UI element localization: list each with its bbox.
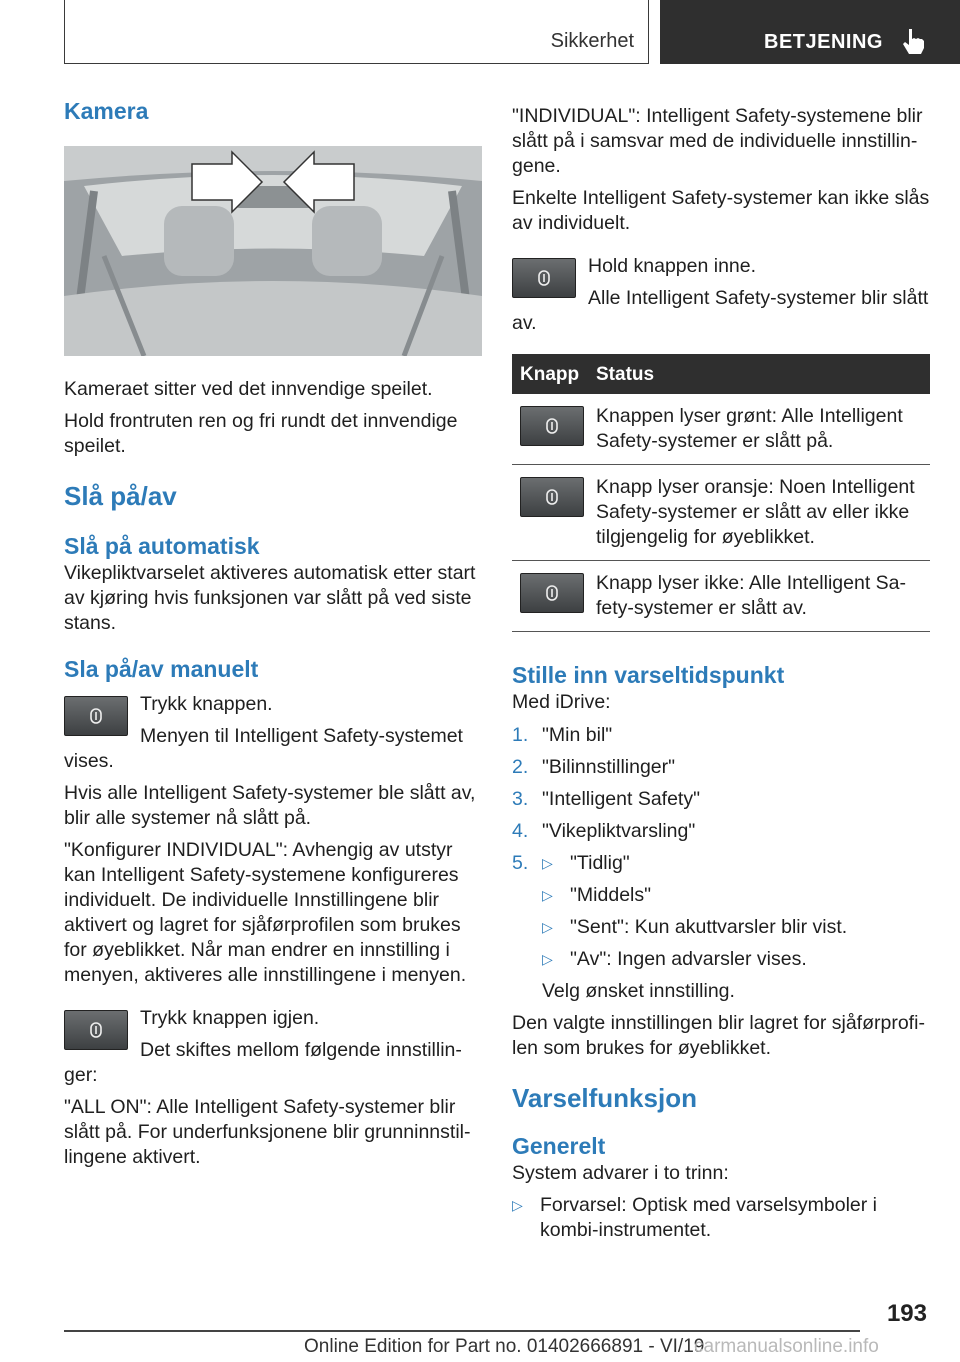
- table-col-button: Knapp: [512, 354, 588, 394]
- hold-result-text: Alle Intelligent Safety-systemer blir slått av.: [512, 287, 929, 334]
- camera-text-2: Hold frontruten ren og fri rundt det innvendige speilet.: [64, 410, 458, 457]
- manual-button-row: [64, 692, 482, 774]
- hold-button-row: [512, 254, 930, 336]
- triangle-bullet-icon: ▷: [542, 887, 553, 903]
- table-status-cell: Knappen lyser grønt: Alle Intelligent Safety-systemer er slått på.: [588, 394, 930, 465]
- choose-text: Velg ønsket innstilling.: [542, 980, 735, 1002]
- steps-list: [512, 723, 930, 1004]
- camera-heading: Kamera: [64, 98, 149, 124]
- list-item: 1. "Min bil": [512, 724, 613, 746]
- option-item: ▷ "Sent": Kun akuttvarsler blir vist.: [542, 916, 848, 938]
- triangle-bullet-icon: ▷: [542, 951, 553, 967]
- options-list: [542, 851, 930, 972]
- hold-press-text: Hold knappen inne.: [588, 255, 757, 277]
- list-item: ▷ Forvarsel: Optisk med varselsymboler i kombi-instrumentet.: [512, 1194, 878, 1241]
- auto-heading: Slå på automatisk: [64, 533, 260, 559]
- right-column: [512, 104, 930, 1250]
- option-item: ▷ "Middels": [542, 884, 652, 906]
- safety-button-icon: [520, 406, 584, 446]
- some-cannot-text: Enkelte Intelligent Safety-systemer kan ikke slås av individuelt.: [512, 187, 930, 234]
- table-header-row: [512, 354, 930, 394]
- page-number: 193: [886, 1300, 927, 1327]
- table-col-status: Status: [588, 354, 930, 394]
- general-text: System advarer i to trinn:: [512, 1162, 729, 1184]
- header-section-title: Sikkerhet: [550, 30, 634, 52]
- list-item: 3. "Intelligent Safety": [512, 788, 701, 810]
- button-status-table: [512, 354, 930, 632]
- header-chapter-box: [660, 0, 960, 64]
- individual-text: "INDIVIDUAL": Intelligent Safety-systemene blir slått på i samsvar med de individuelle innstillingene.: [512, 105, 923, 177]
- table-status-cell: Knapp lyser oransje: Noen Intelligent Safety-systemer er slått av eller ikke tilgjengelig for øyeblikket.: [588, 465, 930, 561]
- again-press-text: Trykk knappen igjen.: [140, 1007, 320, 1029]
- on-off-heading: Slå på/av: [64, 481, 177, 511]
- header-chapter-title: BETJENING: [764, 31, 883, 53]
- table-row: [512, 394, 930, 465]
- header-section-box: [64, 0, 649, 64]
- list-item: 2. "Bilinnstillinger": [512, 756, 676, 778]
- safety-button-icon: [520, 477, 584, 517]
- warn-heading: Varselfunksjon: [512, 1083, 697, 1113]
- list-item: 4. "Vikepliktvarsling": [512, 820, 696, 842]
- warning-list: [512, 1193, 930, 1243]
- manual-heading: Sla på/av manuelt: [64, 656, 259, 682]
- triangle-bullet-icon: ▷: [542, 855, 553, 871]
- option-item: ▷ "Av": Ingen advarsler vises.: [542, 948, 807, 970]
- triangle-bullet-icon: ▷: [542, 919, 553, 935]
- footer-edition: Online Edition for Part no. 01402666891 - VI/19: [304, 1336, 705, 1357]
- footer-divider: [64, 1330, 860, 1332]
- triangle-bullet-icon: ▷: [512, 1197, 523, 1213]
- again-button-row: [64, 1006, 482, 1088]
- saved-text: Den valgte innstillingen blir lagret for sjåførprofilen som brukes for øyeblikket.: [512, 1012, 925, 1059]
- time-heading: Stille inn varseltidspunkt: [512, 662, 785, 688]
- option-item: ▷ "Tidlig": [542, 852, 630, 874]
- list-item: 5. ▷ "Tidlig" ▷ "Middels" ▷ "Sent": Kun akuttvarsler blir vist. ▷ "Av": Ingen advarsler vises. Velg ønsket innstilling.: [512, 851, 930, 1004]
- general-heading: Generelt: [512, 1133, 606, 1159]
- safety-button-icon: [520, 573, 584, 613]
- left-column: [64, 96, 482, 1177]
- table-status-cell: Knapp lyser ikke: Alle Intelligent Safety-systemer er slått av.: [588, 561, 930, 632]
- table-row: [512, 561, 930, 632]
- manual-text-2: "Konfigurer INDIVIDUAL": Avhengig av utstyr kan Intelligent Safety-systemene konfigureres individuelt. De individuelle Innstillingene blir aktivert og lagret for sjåførprofilen som brukes for øyeblikket. Når man endrer en innstilling i menyen, aktiveres alle innstillingene i menyen.: [64, 839, 467, 986]
- again-switch-text: Det skiftes mellom følgende innstillinger:: [64, 1039, 462, 1086]
- idrive-text: Med iDrive:: [512, 691, 611, 713]
- manual-press-text: Trykk knappen.: [140, 693, 273, 715]
- camera-text-1: Kameraet sitter ved det innvendige speilet.: [64, 378, 433, 400]
- manual-text-1: Hvis alle Intelligent Safety-systemer ble slått av, blir alle systemer nå slått på.: [64, 782, 476, 829]
- hand-pointer-icon: [898, 26, 928, 56]
- camera-interior-photo: [64, 146, 482, 356]
- auto-text: Vikepliktvarselet aktiveres automatisk etter start av kjøring hvis funksjonen var slått på ved siste stans.: [64, 562, 476, 634]
- table-row: [512, 465, 930, 561]
- safety-button-icon: [64, 696, 128, 736]
- safety-button-icon: [64, 1010, 128, 1050]
- safety-button-icon: [512, 258, 576, 298]
- manual-menu-text: Menyen til Intelligent Safety-systemet vises.: [64, 725, 463, 772]
- watermark: carmanualsonline.info: [694, 1336, 879, 1357]
- all-on-text: "ALL ON": Alle Intelligent Safety-systemer blir slått på. For underfunksjonene blir grunninnstillingene aktivert.: [64, 1096, 471, 1168]
